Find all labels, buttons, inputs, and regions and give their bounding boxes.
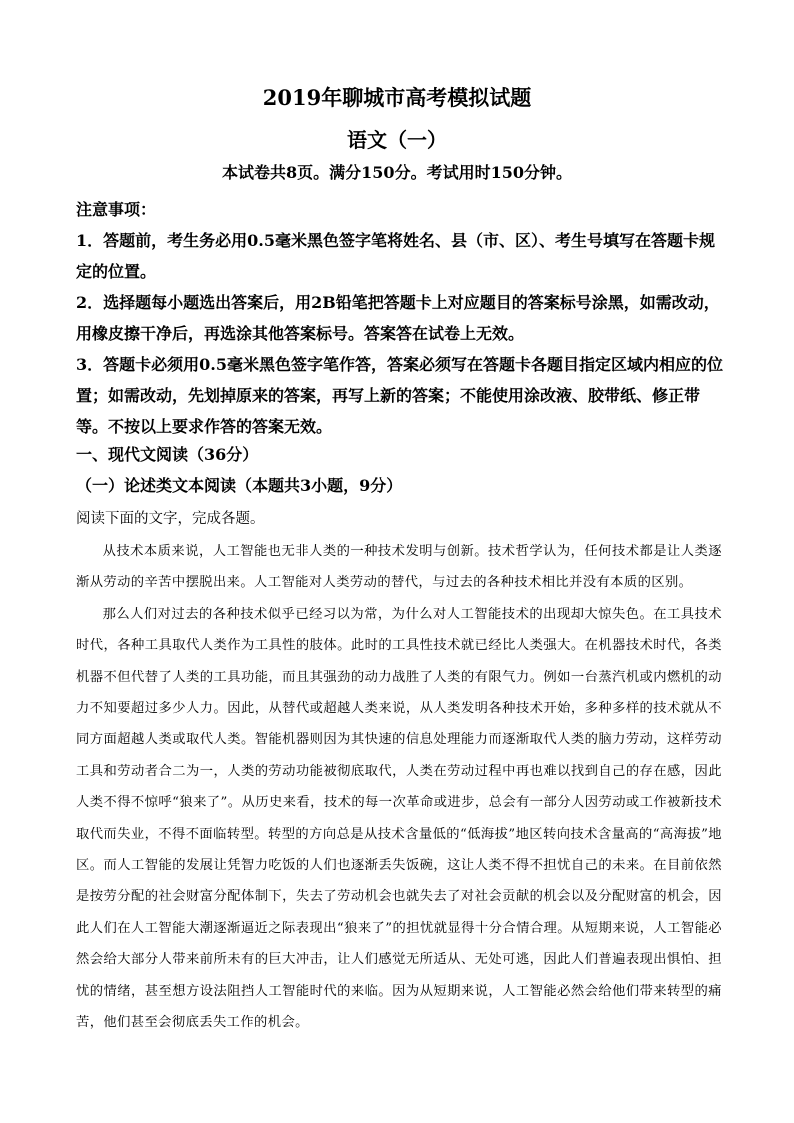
notes-item-2: 2．选择题每小题选出答案后，用2B铅笔把答题卡上对应题目的答案标号涂黑，如需改动，用橡皮擦干净后，再选涂其他答案标号。答案答在试卷上无效。 bbox=[76, 293, 720, 343]
exam-subtitle: 语文（一） bbox=[347, 128, 447, 152]
section-heading-argumentative-reading: （一）论述类文本阅读（本题共3小题，9分） bbox=[76, 476, 403, 495]
notes-item-3: 3．答题卡必须用0.5毫米黑色签字笔作答，答案必须写在答题卡各题目指定区域内相应的位置；如需改动，先划掉原来的答案，再写上新的答案；不能使用涂改液、胶带纸、修正带等。不按以上要求作答的答案无效。 bbox=[76, 355, 723, 436]
exam-title: 2019年聊城市高考模拟试题 bbox=[262, 85, 532, 110]
section-heading-modern-reading: 一、现代文阅读（36分） bbox=[76, 445, 259, 464]
reading-instruction: 阅读下面的文字，完成各题。 bbox=[76, 511, 265, 527]
exam-info: 本试卷共8页。满分150分。考试用时150分钟。 bbox=[222, 163, 572, 182]
passage-paragraph-2: 那么人们对过去的各种技术似乎已经习以为常，为什么对人工智能技术的出现却大惊失色。在工具技术时代，各种工具取代人类作为工具性的肢体。此时的工具性技术就已经比人类强大。在机器技术时代，各类机器不但代替了人类的工具功能，而且其强劲的动力战胜了人类的有限气力。例如一台蒸汽机或内燃机的动力不知要超过多少人力。因此，从替代或超越人类来说，从人类发明各种技术开始，多种多样的技术就从不同方面超越人类或取代人类。智能机器则因为其快速的信息处理能力而逐渐取代人类的脑力劳动，这样劳动工具和劳动者合二为一，人类的劳动功能被彻底取代，人类在劳动过程中再也难以找到自己的存在感，因此人类不得不惊呼“狼来了”。从历史来看，技术的每一次革命或进步，总会有一部分人因劳动或工作被新技术取代而失业，不得不面临转型。转型的方向总是从技术含量低的“低海拔”地区转向技术含量高的“高海拔”地区。而人工智能的发展让凭智力吃饭的人们也逐渐丢失饭碗，这让人类不得不担忧自己的未来。在目前依然是按劳分配的社会财富分配体制下，失去了劳动机会也就失去了对社会贡献的机会以及分配财富的机会，因此人们在人工智能大潮逐渐逼近之际表现出“狼来了”的担忧就显得十分合情合理。从短期来说，人工智能必然会给大部分人带来前所未有的巨大冲击，让人们感觉无所适从、无处可逃，因此人们普遍表现出惧怕、担忧的情绪，甚至想方设法阻挡人工智能时代的来临。因为从短期来说，人工智能必然会给他们带来转型的痛苦，他们甚至会彻底丢失工作的机会。 bbox=[76, 606, 722, 1031]
reading-passage bbox=[76, 536, 722, 1039]
notes-item-1: 1．答题前，考生务必用0.5毫米黑色签字笔将姓名、县（市、区）、考生号填写在答题卡规定的位置。 bbox=[76, 231, 715, 281]
notes-heading: 注意事项： bbox=[76, 200, 157, 219]
notes-block bbox=[76, 194, 728, 442]
passage-paragraph-1: 从技术本质来说，人工智能也无非人类的一种技术发明与创新。技术哲学认为，任何技术都是让人类逐渐从劳动的辛苦中摆脱出来。人工智能对人类劳动的替代，与过去的各种技术相比并没有本质的区别。 bbox=[76, 544, 722, 591]
